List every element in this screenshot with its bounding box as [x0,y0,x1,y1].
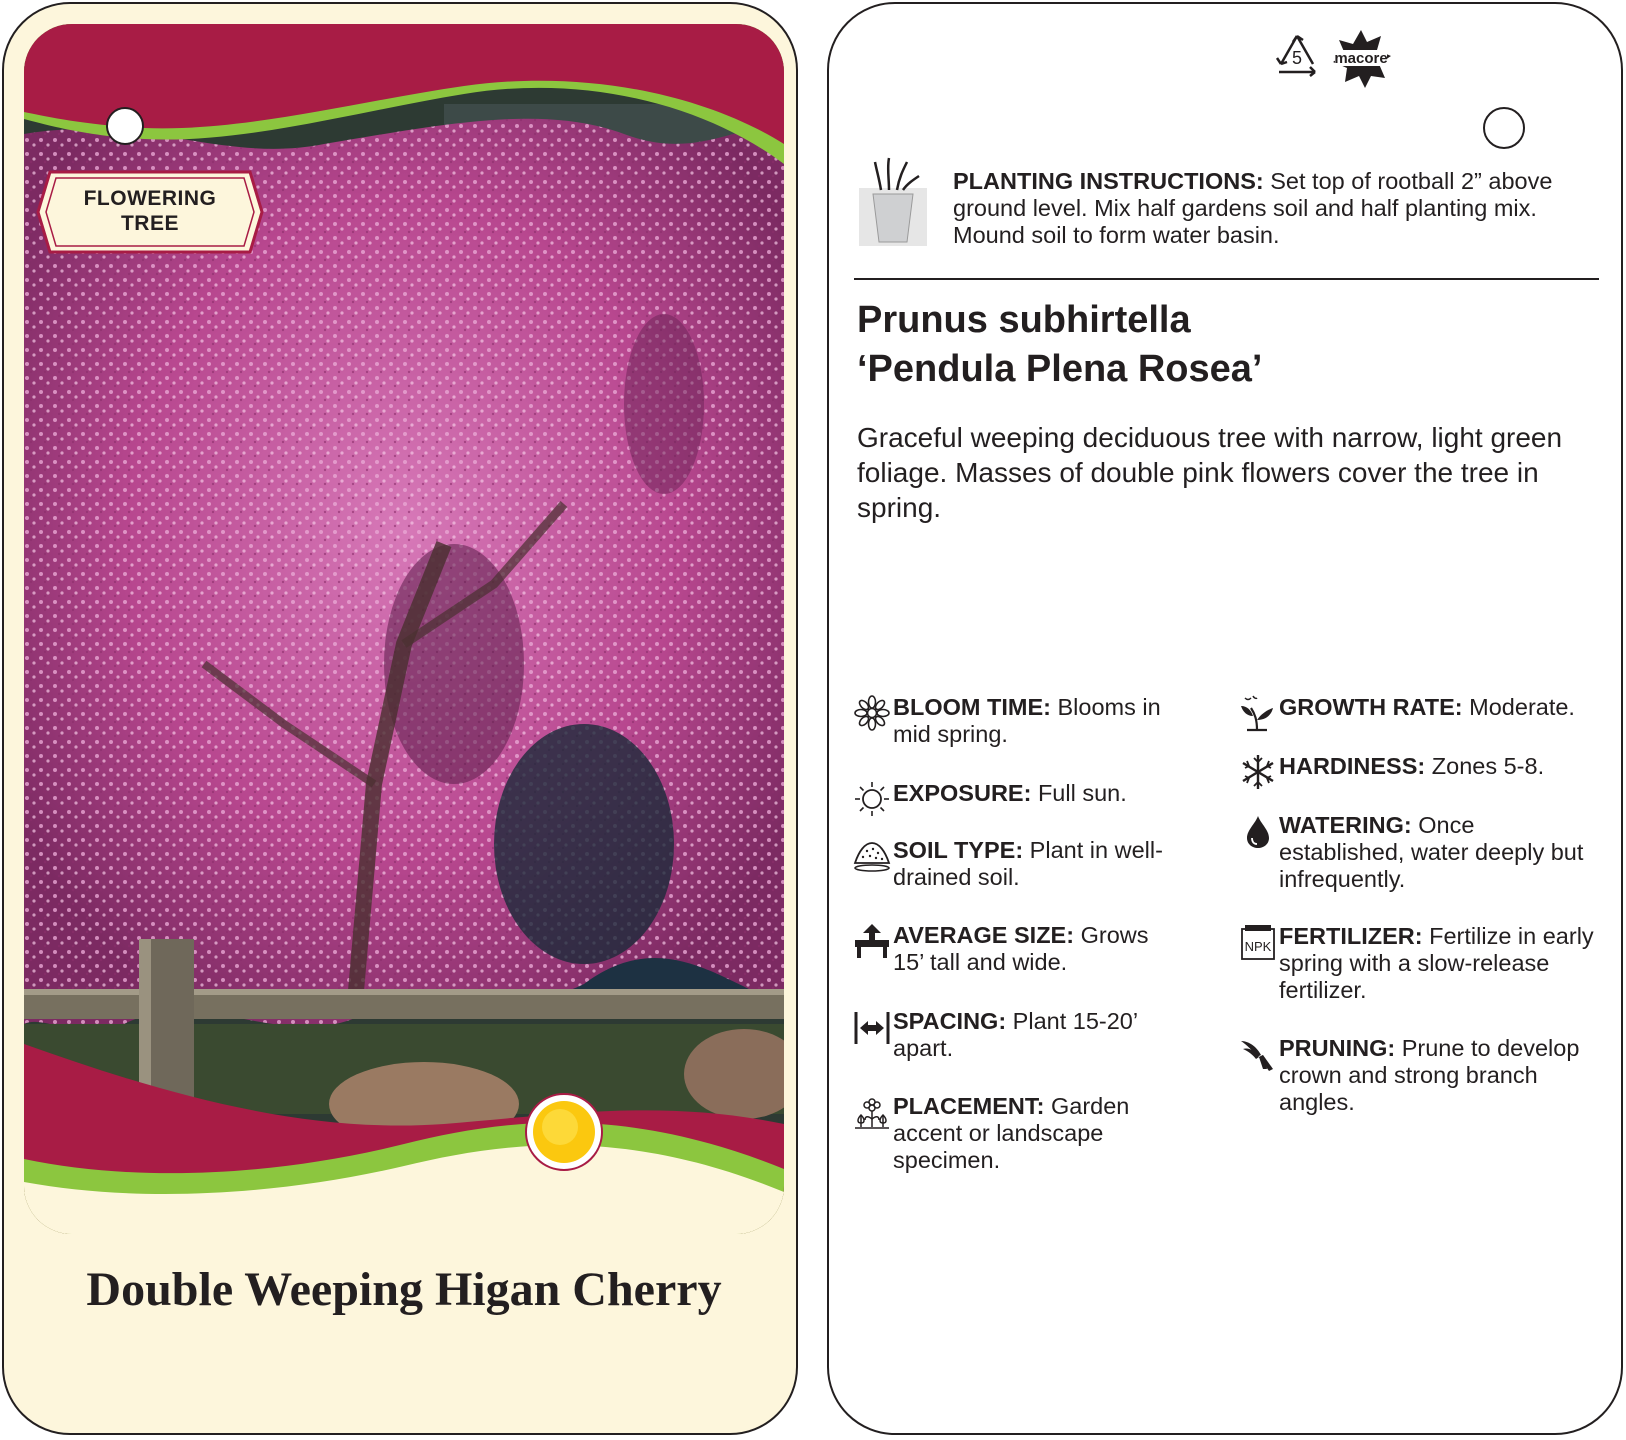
attr-label: WATERING: [1279,812,1412,838]
water-drop-icon [1239,812,1277,850]
sprout-icon [1239,694,1277,732]
height-arrows-icon [853,922,891,960]
macore-logo [1329,28,1393,88]
soil-mound-icon [853,837,891,875]
badge-line-1: FLOWERING [83,187,217,210]
plant-tag-front [2,2,798,1435]
attr-label: SOIL TYPE: [893,837,1024,863]
macore-logo-text: macore [1334,50,1388,67]
attr-text: Once established, water deeply but infrequently. [1279,812,1584,892]
attr-label: GROWTH RATE: [1279,694,1463,720]
badge-line-2: TREE [120,212,179,235]
flower-icon [853,694,891,732]
attr-text: Blooms in mid spring. [893,694,1161,747]
attr-label: PLACEMENT: [893,1093,1045,1119]
attr-label: BLOOM TIME: [893,694,1051,720]
sun-icon [853,780,891,818]
attr-label: PRUNING: [1279,1035,1396,1061]
botanical-line-2: ‘Pendula Plena Rosea’ [857,348,1263,390]
npk-text: NPK [1244,939,1272,954]
attr-label: HARDINESS: [1279,753,1426,779]
planting-text: Set top of rootball 2” above ground level. Mix half gardens soil and half planting mix. Mound soil to form water basin. [953,168,1553,248]
attr-text: Zones 5-8. [1425,753,1545,779]
attr-label: AVERAGE SIZE: [893,922,1075,948]
attr-text: Full sun. [1031,780,1127,806]
plant-description: Graceful weeping deciduous tree with narrow, light green foliage. Masses of double pink flowers cover the tree in spring. [857,422,1563,523]
planting-pot-icon [859,154,927,246]
hanging-hole [106,107,144,145]
attr-text: Garden accent or landscape specimen. [893,1093,1130,1173]
botanical-line-1: Prunus subhirtella [857,299,1191,341]
npk-fertilizer-icon [1239,923,1277,961]
attr-text: Fertilize in early spring with a slow-release fertilizer. [1279,923,1594,1003]
botanical-name [857,296,1597,394]
pruning-shears-icon [1239,1035,1277,1073]
recycle-5-icon [1273,32,1321,78]
attr-text: Grows 15’ tall and wide. [893,922,1149,975]
planting-instructions [953,168,1593,249]
common-name: Double Weeping Higan Cherry [86,1263,722,1316]
attr-text: Plant in well-drained soil. [893,837,1163,890]
plants-icon [853,1093,891,1131]
category-badge [36,170,264,254]
recycle-number: 5 [1291,48,1303,68]
attr-label: FERTILIZER: [1279,923,1423,949]
attr-text: Plant 15-20’ apart. [893,1008,1138,1061]
attr-text: Moderate. [1462,694,1575,720]
plant-tag-back [827,2,1623,1435]
planting-label: PLANTING INSTRUCTIONS: [953,168,1264,194]
attr-label: EXPOSURE: [893,780,1032,806]
attr-label: SPACING: [893,1008,1007,1034]
hanging-hole [1483,107,1525,149]
divider [854,278,1599,280]
snowflake-icon [1239,753,1277,791]
attr-text: Prune to develop crown and strong branch angles. [1279,1035,1580,1115]
spacing-arrows-icon [853,1008,891,1046]
full-sun-icon [524,1092,604,1172]
